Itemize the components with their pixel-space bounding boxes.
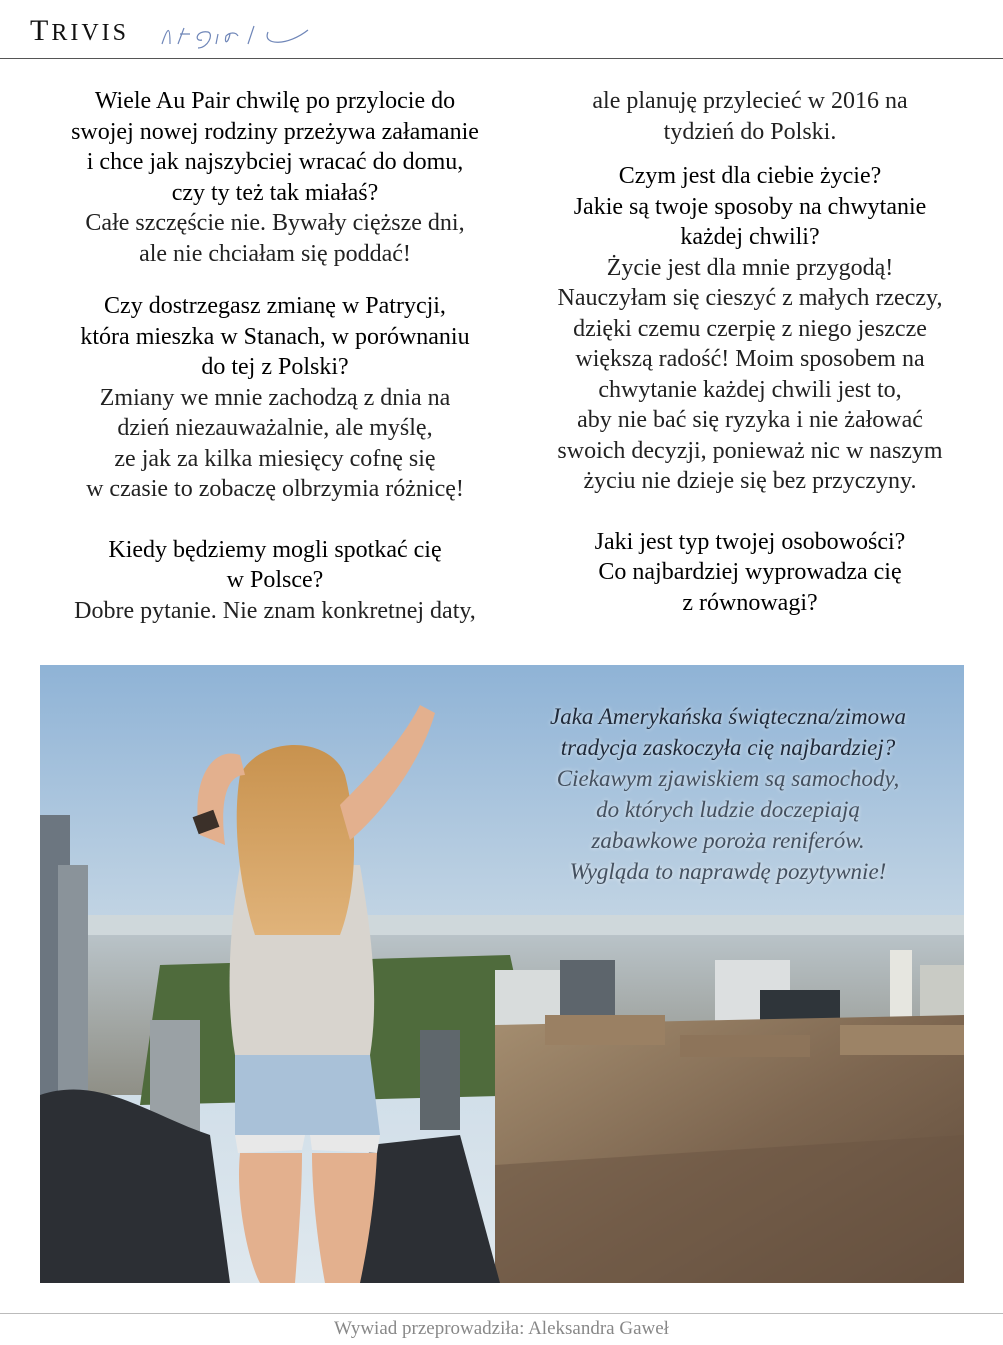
question-change-in-patrycja: Czy dostrzegasz zmianę w Patrycji, która mieszka w Stanach, w porównaniu do tej z Polski? [80, 293, 470, 380]
left-text-column [40, 86, 510, 626]
photo-caption-overlay [508, 701, 948, 887]
question-american-winter-tradition: Jaka Amerykańska świąteczna/zimowa tradycja zaskoczyła cię najbardziej? [549, 704, 907, 760]
question-au-pair-breakdown: Wiele Au Pair chwilę po przylocie do swojej nowej rodziny przeżywa załamanie i chce jak najszybciej wracać do domu, czy ty też tak miałaś? [71, 88, 479, 206]
question-personality-type: Jaki jest typ twojej osobowości? Co najbardziej wyprowadza cię z równowagi? [594, 528, 906, 616]
question-what-is-life: Czym jest dla ciebie życie? Jakie są twoje sposoby na chwytanie każdej chwili? [573, 163, 927, 250]
answer-what-is-life: Życie jest dla mnie przygodą! Nauczyłam się cieszyć z małych rzeczy, dzięki czemu czerpię z niego jeszcze większą radość! Moim sposobem na chwytanie każdej chwili jest to, aby nie bać się ryzyka i nie żałować swoich decyzji, ponieważ nic w naszym życiu nie dzieje się bez przyczyny. [557, 254, 943, 494]
magazine-brand: TRIVIS [30, 14, 129, 47]
question-visit-poland: Kiedy będziemy mogli spotkać cię w Polsce? [108, 536, 442, 593]
interviewer-credit: Wywiad przeprowadziła: Aleksandra Gaweł [334, 1318, 669, 1339]
answer-au-pair-breakdown: Całe szczęście nie. Bywały cięższe dni, ale nie chciałam się poddać! [85, 210, 465, 267]
nyc-rooftop-photo [40, 665, 964, 1283]
answer-visit-poland-start: Dobre pytanie. Nie znam konkretnej daty, [74, 597, 476, 624]
page-header [0, 0, 1003, 60]
answer-american-winter-tradition: Ciekawym zjawiskiem są samochody, do których ludzie doczepiają zabawkowe poroża reniferów. Wygląda to naprawdę pozytywnie! [556, 766, 900, 884]
footer-divider [0, 1313, 1003, 1314]
right-text-column [520, 86, 980, 618]
answer-change-in-patrycja: Zmiany we mnie zachodzą z dnia na dzień niezauważalnie, ale myślę, ze jak za kilka miesięcy cofnę się w czasie to zobaczę olbrzymia różnicę! [86, 384, 464, 502]
it-girl-script-logo [158, 22, 328, 50]
answer-visit-poland-end: ale planuję przylecieć w 2016 na tydzień do Polski. [592, 88, 908, 145]
header-divider [0, 58, 1003, 59]
